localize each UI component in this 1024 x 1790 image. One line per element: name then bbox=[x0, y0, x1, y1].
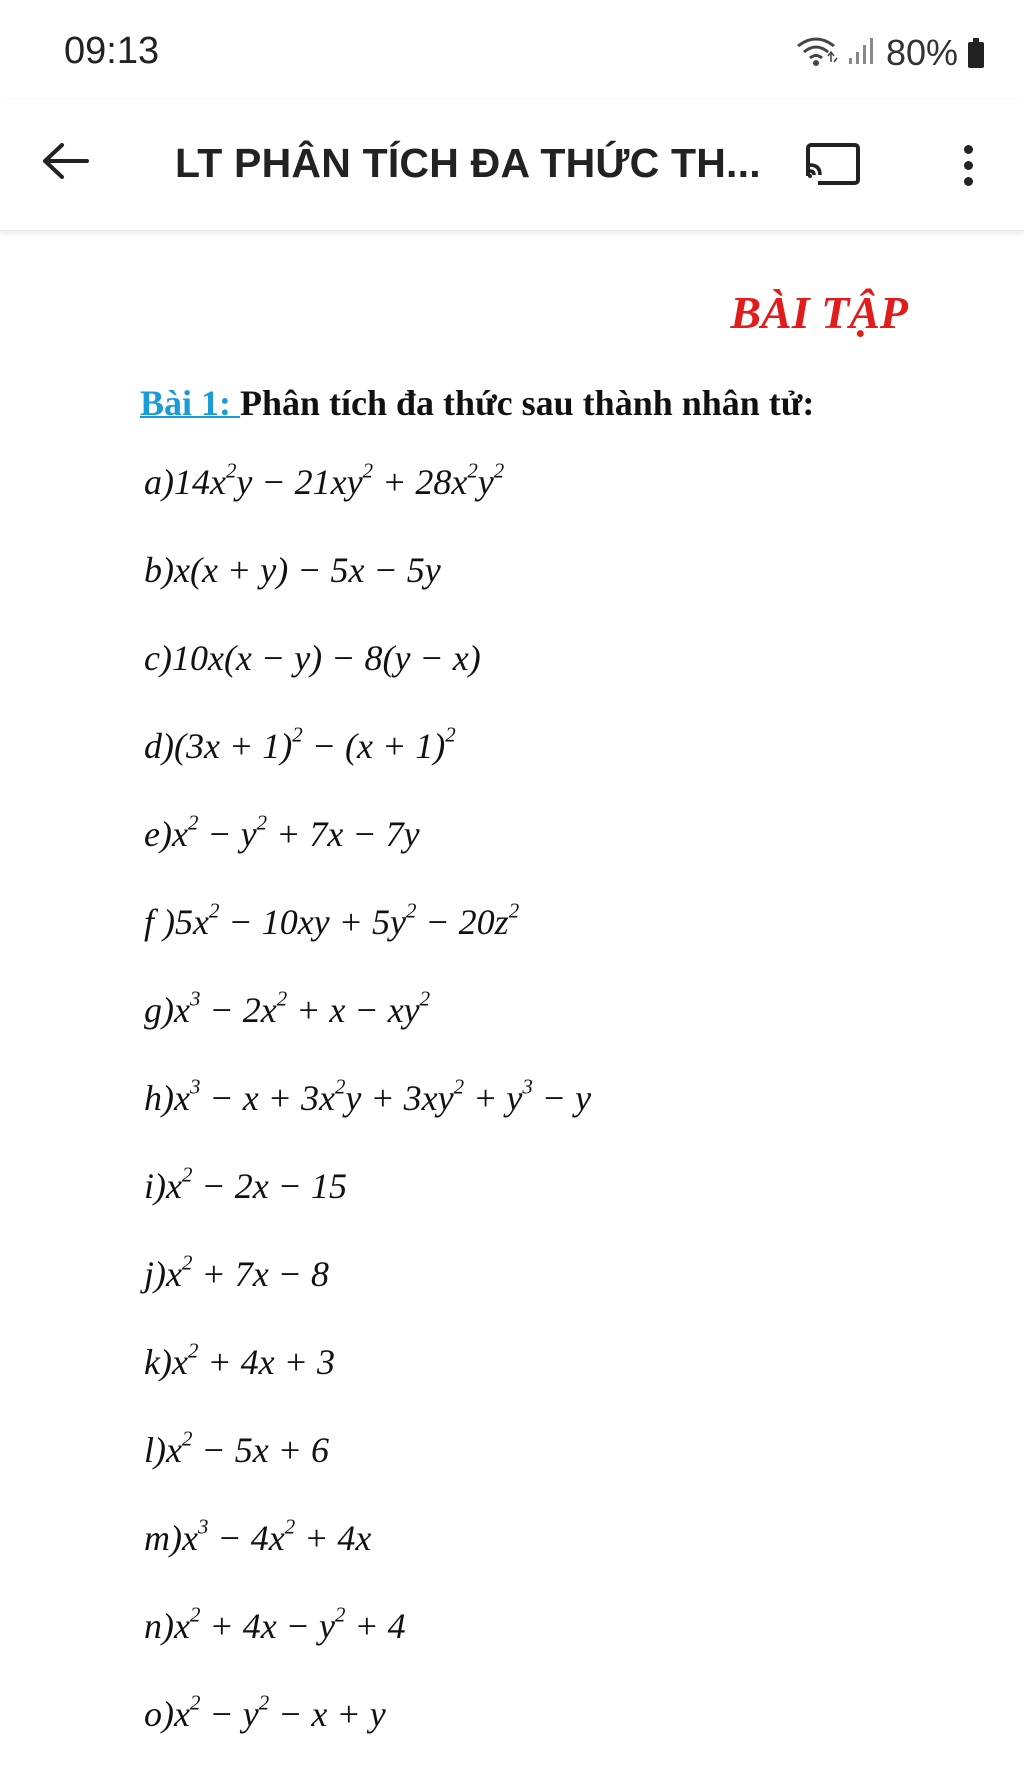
back-button[interactable] bbox=[30, 128, 100, 198]
status-time: 09:13 bbox=[64, 30, 160, 72]
cast-icon bbox=[800, 181, 864, 198]
more-vert-icon bbox=[964, 145, 973, 154]
section-heading: BÀI TẬP bbox=[730, 287, 908, 338]
cast-button[interactable] bbox=[800, 136, 864, 194]
wifi-icon bbox=[794, 34, 838, 73]
problem-item: $o)x^2 - y^2 - x + y$ bbox=[144, 1690, 386, 1734]
problem-item: $k)x^2 + 4x + 3$ bbox=[144, 1338, 335, 1382]
exercise-header bbox=[140, 382, 814, 424]
problem-item: $m)x^3 - 4x^2 + 4x$ bbox=[144, 1514, 372, 1558]
battery-icon bbox=[968, 38, 984, 68]
exercise-title: Phân tích đa thức sau thành nhân tử: bbox=[240, 383, 815, 423]
problem-item: $e)x^2 - y^2 + 7x - 7y$ bbox=[144, 810, 420, 854]
problem-item: $j)x^2 + 7x - 8$ bbox=[144, 1250, 329, 1294]
problem-item: $g)x^3 - 2x^2 + x - xy^2$ bbox=[144, 986, 431, 1030]
problem-item: $n)x^2 + 4x - y^2 + 4$ bbox=[144, 1602, 406, 1646]
document-page[interactable] bbox=[0, 232, 1024, 1790]
problem-list bbox=[144, 452, 591, 1772]
problem-item: $l)x^2 - 5x + 6$ bbox=[144, 1426, 329, 1470]
battery-percent: 80% bbox=[885, 32, 958, 73]
status-bar bbox=[0, 0, 1024, 100]
app-bar bbox=[0, 100, 1024, 231]
exercise-label-link[interactable]: Bài 1: bbox=[140, 383, 241, 423]
problem-item: $a)14x^2y - 21xy^2 + 28x^2y^2$ bbox=[144, 458, 505, 502]
problem-item: f )$5x^2 - 10xy + 5y^2 - 20z^2$ bbox=[144, 898, 520, 942]
problem-item: c)10x(x − y) − 8(y − x) bbox=[144, 638, 481, 678]
back-arrow-icon bbox=[40, 141, 90, 186]
problem-item: $d)(3x + 1)^2 - (x + 1)^2$ bbox=[144, 722, 456, 766]
problem-item: $i)x^2 - 2x - 15$ bbox=[144, 1162, 347, 1206]
signal-icon bbox=[848, 36, 876, 71]
problem-item: $h)x^3 - x + 3x^2y + 3xy^2 + y^3 - y$ bbox=[144, 1074, 592, 1118]
more-options-button[interactable] bbox=[940, 134, 996, 196]
status-icons bbox=[794, 30, 984, 76]
problem-item: b)x(x + y) − 5x − 5y bbox=[144, 550, 441, 590]
document-title: LT PHÂN TÍCH ĐA THỨC TH... bbox=[175, 140, 761, 186]
